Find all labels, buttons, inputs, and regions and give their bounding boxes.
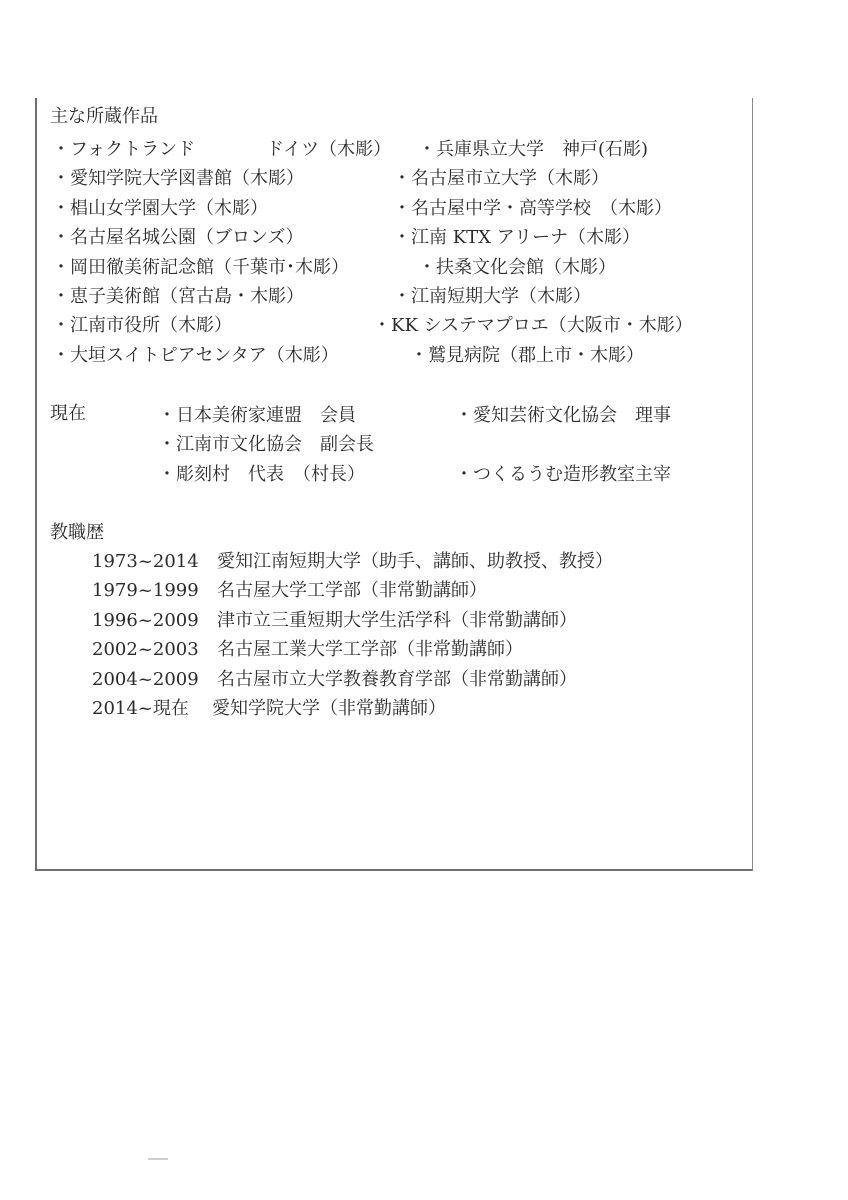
teaching-period: 1973~2014 <box>92 551 199 572</box>
teaching-detail: 津市立三重短期大学生活学科（非常勤講師） <box>217 610 577 631</box>
current-item: ・日本美術家連盟 会員 <box>158 405 356 426</box>
collections-heading: 主な所蔵作品 <box>50 106 158 127</box>
teaching-detail: 名古屋市立大学教養教育学部（非常勤講師） <box>217 669 577 690</box>
teaching-period: 2014~現在 <box>92 698 189 719</box>
collection-item: ・椙山女学園大学（木彫） <box>52 198 268 219</box>
collection-item: ・大垣スイトピアセンタア（木彫） <box>52 345 339 366</box>
teaching-detail: 愛知江南短期大学（助手、講師、助教授、教授） <box>217 551 613 572</box>
teaching-heading: 教職歴 <box>50 522 104 543</box>
collection-item: ・岡田徹美術記念館（千葉市･木彫） <box>52 257 349 278</box>
collection-item: ・名古屋市立大学（木彫） <box>393 168 609 189</box>
teaching-detail: 愛知学院大学（非常勤講師） <box>212 698 446 719</box>
collection-item: ・扶桑文化会館（木彫） <box>418 257 616 278</box>
current-item: ・愛知芸術文化協会 理事 <box>455 405 671 426</box>
teaching-period: 1996~2009 <box>92 610 199 631</box>
teaching-period: 1979~1999 <box>92 580 199 601</box>
teaching-detail: 名古屋大学工学部（非常勤講師） <box>217 580 487 601</box>
current-item: ・江南市文化協会 副会長 <box>158 434 374 455</box>
collection-item: ・愛知学院大学図書館（木彫） <box>52 168 304 189</box>
teaching-period: 2004~2009 <box>92 669 199 690</box>
collection-item: ・兵庫県立大学 神戸(石彫) <box>418 139 649 160</box>
collection-item: ・名古屋中学・高等学校 （木彫） <box>393 198 672 219</box>
current-heading: 現在 <box>50 403 86 424</box>
collection-item: ・鷲見病院（郡上市・木彫） <box>410 345 644 366</box>
collection-item: ・江南短期大学（木彫） <box>393 286 591 307</box>
current-item: ・つくるうむ造形教室主宰 <box>455 464 671 485</box>
teaching-detail: 名古屋工業大学工学部（非常勤講師） <box>217 639 523 660</box>
current-item: ・彫刻村 代表 （村長） <box>158 464 365 485</box>
collection-item: ドイツ（木彫） <box>266 139 392 160</box>
collection-item: ・名古屋名城公園（ブロンズ） <box>52 227 304 248</box>
collection-item: ・江南市役所（木彫） <box>52 315 232 336</box>
collection-item: ・フォクトランド <box>52 139 196 160</box>
scan-artifact <box>148 1158 168 1160</box>
teaching-period: 2002~2003 <box>92 639 199 660</box>
collection-item: ・KK システマプロエ（大阪市・木彫） <box>373 315 693 336</box>
collection-item: ・恵子美術館（宮古島・木彫） <box>52 286 304 307</box>
collection-item: ・江南 KTX アリーナ（木彫） <box>393 227 640 248</box>
